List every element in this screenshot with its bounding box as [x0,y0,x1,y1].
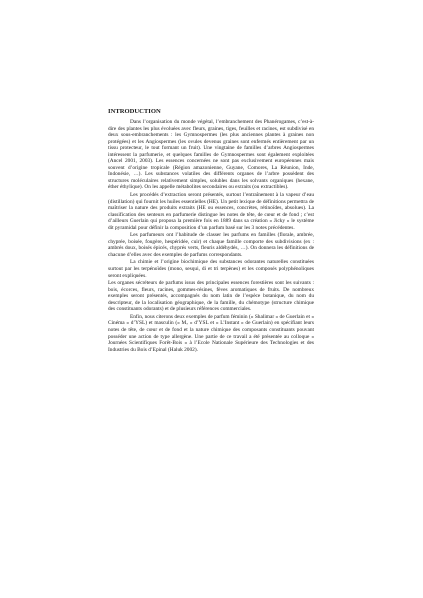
document-page [108,108,314,354]
paragraph-3: Les parfumeurs ont l’habitude de classer les parfums en familles (florale, ambrée, chyprée, boisée, fougère, hespéridée, cuir) et chaque famille comporte des subdivisions (ex : ambrés doux, boisés épicés, chyprés verts, fleuris aldéhydés, …). On donnera les définitions de chacune d’elles avec des exemples de parfums correspondants. [108,232,314,258]
paragraph-2: Les procédés d’extraction seront présentés, surtout l’entraînement à la vapeur d’eau (distillation) qui fournit les huiles essentielles (HE). Un petit lexique de définitions permettra de maîtriser la nature des produits extraits (HE ou essences, concrètes, rétinoïdes, absolues). La classification des senteurs en parfumerie distingue les notes de tête, de cœur et de fond ; c’est d’ailleurs Guerlain qui proposa la première fois en 1889 dans sa création « Jicky » le système dit pyramidal pour définir la composition d’un parfum basé sur les 3 notes précédentes. [108,192,314,231]
paragraph-6: Enfin, nous citerons deux exemples de parfum féminin (« Shalimar » de Guerlain et « Cinéma » d’YSL) et masculin (« M₇ » d’YSL et « L’Instant » de Guerlain) en spécifiant leurs notes de tête, de cœur et de fond et la nature chimique des composants constituants pouvant posséder une action de type allergène. Une partie de ce travail a été présentée au colloque « Journées Scientifiques Forêt-Bois » à l’Ecole Nationale Supérieure des Technologies et des Industries du Bois d’Epinal (Haluk 2002). [108,313,314,353]
section-heading: INTRODUCTION [108,108,161,115]
paragraph-1: Dans l’organisation du monde végétal, l’embranchement des Phanérogames, c’est-à-dire des plantes les plus évoluées avec fleurs, graines, tiges, feuilles et racines, est subdivisé en deux sous-embranchements : les Gymnospermes (les plus anciennes plantes à graines non protégées) et les Angiospermes (les ovules devenus graines sont enfermés entièrement par un tissu protecteur, le tout formant un fruit). Une vingtaine de familles d’arbres Angiospermes intéressent la parfumerie, et quelques familles de Gymnospermes sont également exploitées (Ancel 2001, 2003). Les essences concernées ne sont pas exclusivement européennes mais souvent d’origine tropicale (Région amazonienne, Guyane, Comores, La Réunion, Inde, Indonésie, …). Les substances volatiles des différents organes de l’arbre possèdent des structures moléculaires relativement simples, solubles dans les solvants organiques (hexane, éther éthylique). On les appelle métabolites secondaires ou extraits (ou extractibles). [108,119,314,191]
paragraph-4: La chimie et l’origine biochimique des substances odorantes naturelles constituées surtout par les terpénoïdes (mono, sesqui, di et tri terpènes) et les composés polyphénoliques seront expliquées. [108,259,314,279]
paragraph-5: Les organes sécréteurs de parfums issus des principales essences forestières sont les suivants : bois, écorces, fleurs, racines, gommes-résines, fèves aromatiques de fruits. De nombreux exemples seront présentés, accompagnés du nom latin de l’espèce botanique, du nom du descripteur, de la localisation géographique, de la famille, du chémotype (structure chimique des constituants odorants) et de plusieurs références commerciales. [108,280,314,313]
